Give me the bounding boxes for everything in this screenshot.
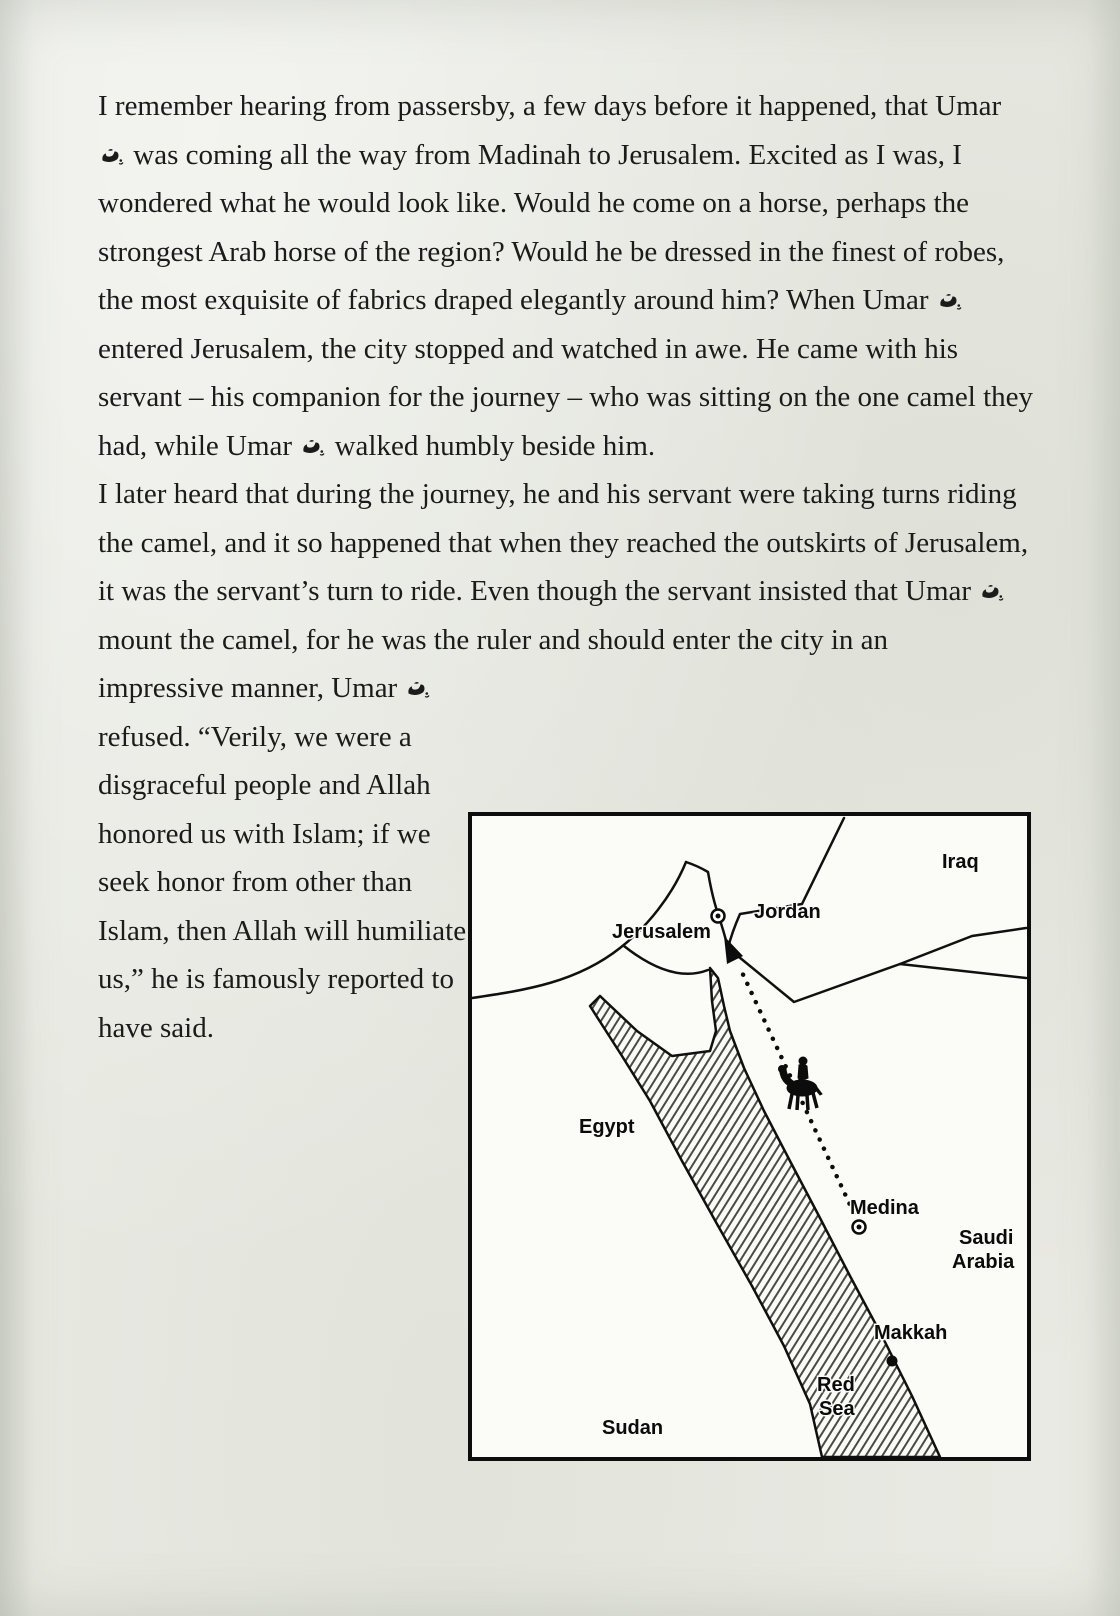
- honorific-icon: [99, 131, 125, 180]
- paragraph-2-narrow-column: impressive manner, Umar refused. “Verily, we were a disgraceful people and Allah honored us with Islam; if we seek honor from other than Islam, then Allah will humiliate us,” he is famously reported to have said.: [98, 664, 470, 1052]
- label-sudan: Sudan: [602, 1417, 664, 1439]
- honorific-icon: [300, 422, 326, 471]
- map-svg: [472, 816, 1027, 1457]
- sinai-border-line: [624, 946, 708, 974]
- jordan-iraq-border: [728, 818, 844, 948]
- label-saudi-arabia-line2: Arabia: [952, 1251, 1015, 1273]
- iraq-saudi-border: [900, 928, 1026, 964]
- journey-map: [468, 812, 1031, 1461]
- label-egypt: Egypt: [579, 1116, 635, 1138]
- label-medina: Medina: [850, 1197, 919, 1219]
- medina-marker: [853, 1221, 866, 1234]
- route-arrowhead-icon: [724, 936, 743, 964]
- label-jordan: Jordan: [754, 901, 821, 923]
- label-red-sea-line2: Sea: [819, 1398, 855, 1420]
- honorific-icon: [405, 664, 431, 713]
- jerusalem-marker: [712, 910, 725, 923]
- label-jerusalem: Jerusalem: [612, 921, 711, 943]
- honorific-icon: [937, 276, 963, 325]
- makkah-marker: [887, 1356, 898, 1367]
- label-iraq: Iraq: [942, 851, 979, 873]
- honorific-icon: [979, 567, 1005, 616]
- jordan-saudi-border: [728, 948, 1026, 1002]
- paragraph-2-full-width: I later heard that during the journey, he and his servant were taking turns riding the camel, and it so happened that when they reached the outskirts of Jerusalem, it was the servant’s turn to ride. Even though the servant insisted that Umar mount the camel, for he was the ruler and should enter the city in an: [98, 478, 1029, 656]
- label-red-sea-line1: Red: [817, 1374, 855, 1396]
- paragraph-1: I remember hearing from passersby, a few days before it happened, that Umar was coming all the way from Madinah to Jerusalem. Excited as I was, I wondered what he would look like. Would he come on a horse, perhaps the strongest Arab horse of the region? Would he be dressed in the finest of robes, the most exquisite of fabrics draped elegantly around him? When Umar entered Jerusalem, the city stopped and watched in awe. He came with his servant – his companion for the journey – who was sitting on the one camel they had, while Umar walked humbly beside him.: [98, 82, 1034, 470]
- label-saudi-arabia-line1: Saudi: [959, 1227, 1014, 1249]
- label-makkah: Makkah: [874, 1322, 948, 1344]
